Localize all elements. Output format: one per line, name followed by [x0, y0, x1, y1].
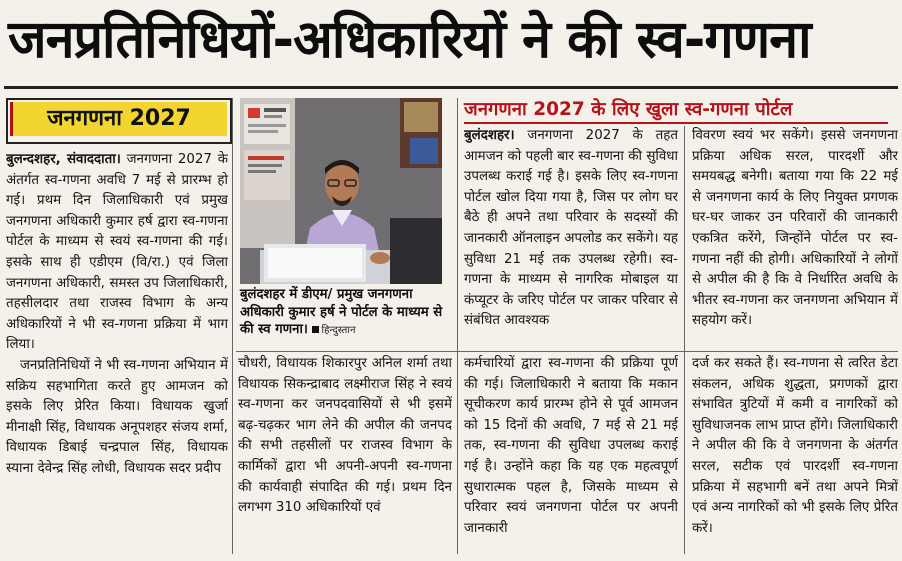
photo-caption: [240, 286, 460, 346]
sidebar-subhead-rule: [464, 122, 888, 124]
left-paragraph-1-text: जनगणना 2027 के अंतर्गत स्व-गणना अवधि 7 मई से प्रारम्भ हो गई। प्रथम दिन जिलाधिकारी एवं प्रमुख जनगणना अधिकारी कुमार हर्ष द्वारा स्व-गणना पोर्टल के माध्यम से स्वयं स्व-गणना की गई। इसके साथ ही एडीएम (वि/रा.) एवं जिला जनगणना अधिकारी, समस्त उप जिलाधिकारी, तहसीलदार तथा राजस्व विभाग के अन्य अधिकारियों ने भी स्व-गणना प्रक्रिया में भाग लिया।: [6, 152, 228, 353]
bottom-column-d: दर्ज कर सकते हैं। स्व-गणना से त्वरित डेटा संकलन, अधिक शुद्धता, प्रगणकों द्वारा संभावित त्रुटियों में कमी व नागरिकों को सुविधाजनक लाभ प्राप्त होंगे। जिलाधिकारी ने अपील की कि वे जनगणना के अंतर्गत सरल, सटीक एवं पारदर्शी स्व-गणना प्रक्रिया में सहभागी बनें तथा अपने मित्रों एवं अन्य नागरिकों को भी इसके लिए प्रेरित करें।: [692, 356, 898, 536]
photo-credit: [312, 322, 355, 337]
sidebar-column-b: विवरण स्वयं भर सकेंगे। इससे जनगणना प्रक्रिया अधिक सरल, पारदर्शी और समयबद्ध बनेगी। बताया गया कि 22 मई से जनगणना कार्य के लिए नियुक्त प्रगणक घर-घर जाकर उन परिवारों की जानकारी एकत्रित करेंगे, जिन्होंने पोर्टल पर स्व-गणना नहीं की होगी। अधिकारियों ने लोगों से अपील की है कि वे निर्धारित अवधि के भीतर स्व-गणना कर जनगणना अभियान में सहयोग करें।: [692, 128, 898, 329]
section-badge-label: जनगणना 2027: [47, 106, 191, 131]
photo-credit-text: हिन्दुस्तान: [321, 325, 356, 336]
headline-rule: [4, 86, 898, 89]
column-divider: [684, 126, 685, 554]
sidebar-column-a-text: जनगणना 2027 के तहत आमजन को पहली बार स्व-गणना की सुविधा उपलब्ध कराई गई है। इसके लिए स्व-गणना पोर्टल खोल दिया गया है, जिस पर लोग घर बैठे ही अपने तथा परिवार के सदस्यों की जानकारी ऑनलाइन अपलोड कर सकेंगे। यह सुविधा 21 मई तक उपलब्ध रहेगी। स्व-गणना के माध्यम से नागरिक मोबाइल या कंप्यूटर के जरिए पोर्टल पर जाकर परिवार से संबंधित आवश्यक: [464, 128, 678, 329]
column-divider: [232, 98, 233, 554]
bottom-column-c: कर्मचारियों द्वारा स्व-गणना की प्रक्रिया पूर्ण की गई। जिलाधिकारी ने बताया कि मकान सूचीकरण कार्य प्रारम्भ होने से पूर्व आमजन को 15 दिनों की अवधि, 7 मई से 21 मई तक, स्व-गणना की सुविधा उपलब्ध कराई गई है। उन्होंने कहा कि यह एक महत्वपूर्ण सुधारात्मक पहल है, जिसके माध्यम से परिवार स्वयं जनगणना पोर्टल पर अपनी जानकारी: [464, 356, 678, 536]
photo-caption-text: बुलंदशहर में डीएम/ प्रमुख जनगणना अधिकारी कुमार हर्ष ने पोर्टल के माध्यम से की स्व गणना।: [240, 287, 443, 337]
photo-illustration: [240, 98, 442, 284]
left-paragraph-1: [6, 150, 228, 356]
left-column: [6, 150, 228, 552]
sidebar-subhead: जनगणना 2027 के लिए खुला स्व-गणना पोर्टल: [464, 99, 793, 120]
headline: जनप्रतिनिधियों-अधिकारियों ने की स्व-गणना: [8, 10, 811, 70]
sidebar-column-a: [464, 126, 678, 354]
middle-column: चौधरी, विधायक शिकारपुर अनिल शर्मा तथा विधायक सिकन्द्राबाद लक्ष्मीराज सिंह ने स्वयं स्व-गणना कर जनपदवासियों से भी इसमें बढ़-चढ़कर भाग लेने की अपील की जनपद की सभी तहसीलों पर राजस्व विभाग के कार्मिकों द्वारा भी अपनी-अपनी स्व-गणना की कार्यवाही संपादित की गई। प्रथम दिन लगभग 310 अधिकारियों एवं: [238, 356, 452, 516]
left-paragraph-2: जनप्रतिनिधियों ने भी स्व-गणना अभियान में सक्रिय सहभागिता करते हुए आमजन को इसके लिए प्रेरित किया। विधायक खुर्जा मीनाक्षी सिंह, विधायक अनूपशहर संजय शर्मा, विधायक डिबाई चन्द्रपाल सिंह, विधायक स्याना देवेन्द्र सिंह लोधी, विधायक सदर प्रदीप: [6, 357, 228, 476]
sidebar-dateline: बुलंदशहर।: [464, 128, 515, 143]
news-photo: [240, 98, 442, 284]
byline: बुलन्दशहर, संवाददाता।: [6, 152, 121, 167]
bullet-icon: [312, 326, 319, 333]
